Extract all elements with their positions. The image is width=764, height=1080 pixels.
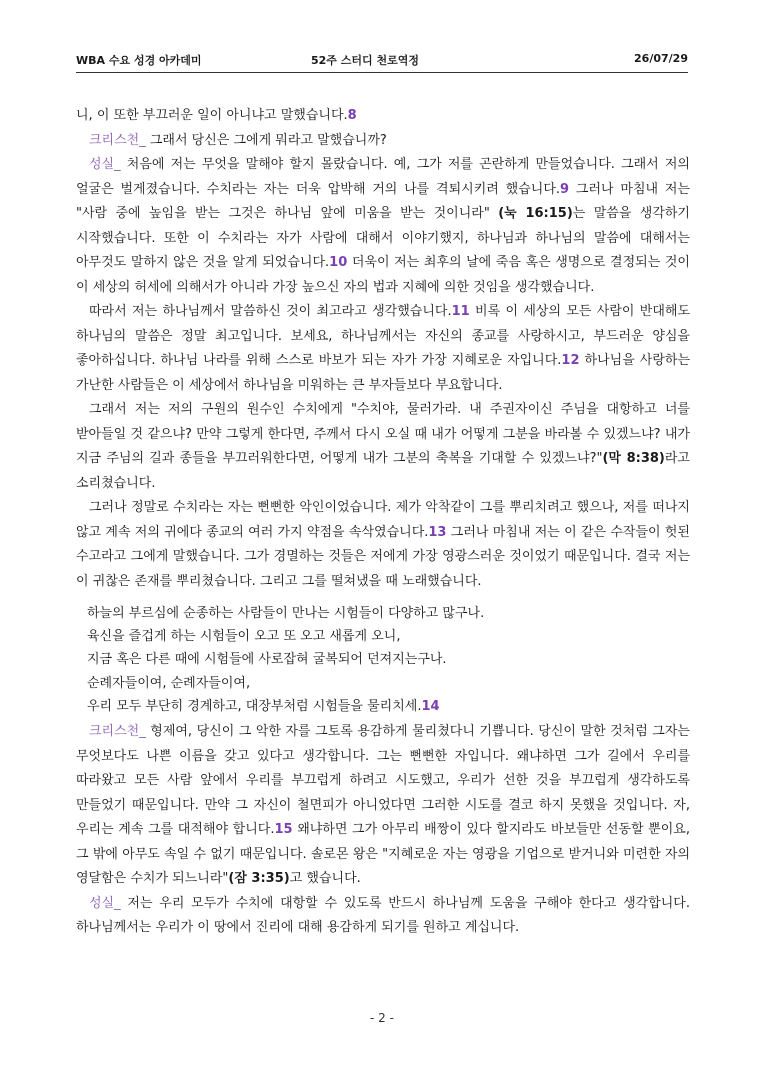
paragraph-3 xyxy=(76,153,690,300)
verse-number: 9 xyxy=(560,181,570,197)
text: 비록 이 세상의 모든 사람이 반대해도 하나님의 말씀은 정말 최고입니다. 보세요, 하나님께서는 자신의 종교를 사랑하시고, 부드러운 양심을 좋아하십니다. 하나님 나라를 위해 스스로 바보가 되는 자가 가장 지혜로운 자입니다. xyxy=(76,304,691,368)
text: 왜냐하면 그가 아무리 배짱이 있다 할지라도 바보들만 선동할 뿐이요, 그 밖에 아무도 속일 수 없기 때문입니다. 솔로몬 왕은 "지혜로운 자는 영광을 기업으로 받거니와 미련한 자의 영달함은 수치가 되느니라" xyxy=(76,822,690,887)
text: 는 말씀을 생각하기 시작했습니다. 또한 이 수치라는 자가 사람에 대해서 이야기했지, 하나님과 하나님의 말씀에 대해서는 아무것도 말하지 않은 것을 알게 되었습니다. xyxy=(76,206,690,270)
text: 더욱이 저는 최후의 날에 죽음 혹은 생명으로 결정되는 것이 이 세상의 허세에 의해서가 아니라 가장 높으신 자의 법과 지혜에 의한 것임을 생각했습니다. xyxy=(76,255,690,295)
verse-number: 15 xyxy=(274,822,293,838)
text: 따라서 저는 하나님께서 말씀하신 것이 최고라고 생각했습니다. xyxy=(89,304,452,319)
text: 우리 모두 부단히 경계하고, 대장부처럼 시험들을 물리치세. xyxy=(87,698,422,714)
speaker-label: 성실_ xyxy=(89,895,121,911)
document-body xyxy=(76,104,690,941)
verse-number: 11 xyxy=(451,304,470,319)
verse-number: 8 xyxy=(347,108,357,123)
verse-number: 12 xyxy=(561,353,580,368)
page-header xyxy=(76,50,688,70)
paragraph-4 xyxy=(76,300,690,398)
song-verse xyxy=(76,602,690,718)
song-line: 순례자들이여, 순례자들이여, xyxy=(87,675,251,691)
text: 고 했습니다. xyxy=(289,871,361,887)
text: 하나님을 사랑하는 가난한 사람들은 이 세상에서 하나님을 미워하는 큰 부자들보다 부요합니다. xyxy=(76,353,690,393)
text: 처음에 저는 무엇을 말해야 할지 몰랐습니다. 예, 그가 저를 곤란하게 만들었습니다. 그래서 저의 얼굴은 벌게졌습니다. 수치라는 자는 더욱 압박해 거의 나를 격퇴시키려 했습니다. xyxy=(76,157,690,197)
text: 그러나 마침내 저는 "사람 중에 높임을 받는 그것은 하나님 앞에 미움을 받는 것이니라" xyxy=(76,181,690,221)
scripture-reference: (눅 16:15) xyxy=(498,206,573,221)
text: 라고 소리쳤습니다. xyxy=(76,451,690,491)
header-date: 26/07/29 xyxy=(634,52,688,65)
header-title: WBA 수요 성경 아카데미 xyxy=(76,54,202,67)
song-line: 지금 혹은 다른 때에 시험들에 사로잡혀 굴복되어 던져지는구나. xyxy=(87,652,447,668)
verse-number: 14 xyxy=(421,698,440,714)
scripture-reference: (잠 3:35) xyxy=(228,871,290,887)
paragraph-5 xyxy=(76,398,690,496)
scripture-reference: (막 8:38) xyxy=(602,451,665,466)
text: 저는 우리 모두가 수치에 대항할 수 있도록 반드시 하나님께 도움을 구해야 한다고 생각합니다. 하나님께서는 우리가 이 땅에서 진리에 대해 용감하게 되기를 원하고 계십니다. xyxy=(76,895,690,936)
song-line: 하늘의 부르심에 순종하는 사람들이 만나는 시험들이 다양하고 많구나. xyxy=(87,606,485,621)
text: 그러나 마침내 저는 이 같은 수작들이 헛된 수고라고 그에게 말했습니다. 그가 경멸하는 것들은 저에게 가장 영광스러운 것이었기 때문입니다. 결국 저는 이 귀찮은 존재를 뿌리쳤습니다. 그리고 그를 떨쳐냈을 때 노래했습니다. xyxy=(76,524,690,589)
speaker-label: 성실_ xyxy=(89,157,121,172)
song-line: 육신을 즐겁게 하는 시험들이 오고 또 오고 새롭게 오니, xyxy=(87,629,401,645)
text: 형제여, 당신이 그 악한 자를 그토록 용감하게 물리쳤다니 기쁩니다. 당신이 말한 것처럼 그자는 무엇보다도 나쁜 이름을 갖고 있다고 생각합니다. 그는 뻔뻔한 자입니다. 왜냐하면 그가 길에서 우리를 따라왔고 모든 사람 앞에서 우리를 부끄럽게 하려고 시도했고, 우리가 선한 것을 부끄럽게 생각하도록 만들었기 때문입니다. 만약 그 자신이 철면피가 아니었다면 그러한 시도를 결코 하지 못했을 것입니다. 자, 우리는 계속 그를 대적해야 합니다. xyxy=(76,724,690,838)
text: 니, 이 또한 부끄러운 일이 아니냐고 말했습니다. xyxy=(76,108,348,123)
song-line-last xyxy=(87,695,690,718)
text: 그러나 정말로 수치라는 자는 뻔뻔한 악인이었습니다. 제가 악착같이 그를 뿌리치려고 했으나, 저를 떠나지 않고 계속 저의 귀에다 종교의 여러 가지 약점을 속삭였습니다. xyxy=(76,500,690,540)
verse-number: 10 xyxy=(329,255,348,270)
header-subtitle: 52주 스터디 천로역정 xyxy=(311,54,419,67)
speaker-label: 크리스천_ xyxy=(89,724,146,740)
header-divider xyxy=(76,72,688,73)
speaker-label: 크리스천_ xyxy=(89,132,146,148)
text: 그래서 당신은 그에게 뭐라고 말했습니까? xyxy=(145,132,387,148)
verse-number: 13 xyxy=(428,524,447,540)
paragraph-2 xyxy=(76,129,690,154)
paragraph-8 xyxy=(76,892,690,941)
paragraph-1 xyxy=(76,104,690,129)
paragraph-6 xyxy=(76,496,690,594)
paragraph-7 xyxy=(76,720,690,892)
page-number: - 2 - xyxy=(370,1011,394,1025)
text: 그래서 저는 저의 구원의 원수인 수치에게 "수치야, 물러가라. 내 주권자이신 주님을 대항하고 너를 받아들일 것 같으냐? 만약 그렇게 한다면, 주께서 다시 오실 때 내가 어떻게 그분을 바라볼 수 있겠느냐? 내가 지금 주님의 길과 종들을 부끄러워한다면, 어떻게 내가 그분의 축복을 기대할 수 있겠느냐?" xyxy=(76,402,690,466)
